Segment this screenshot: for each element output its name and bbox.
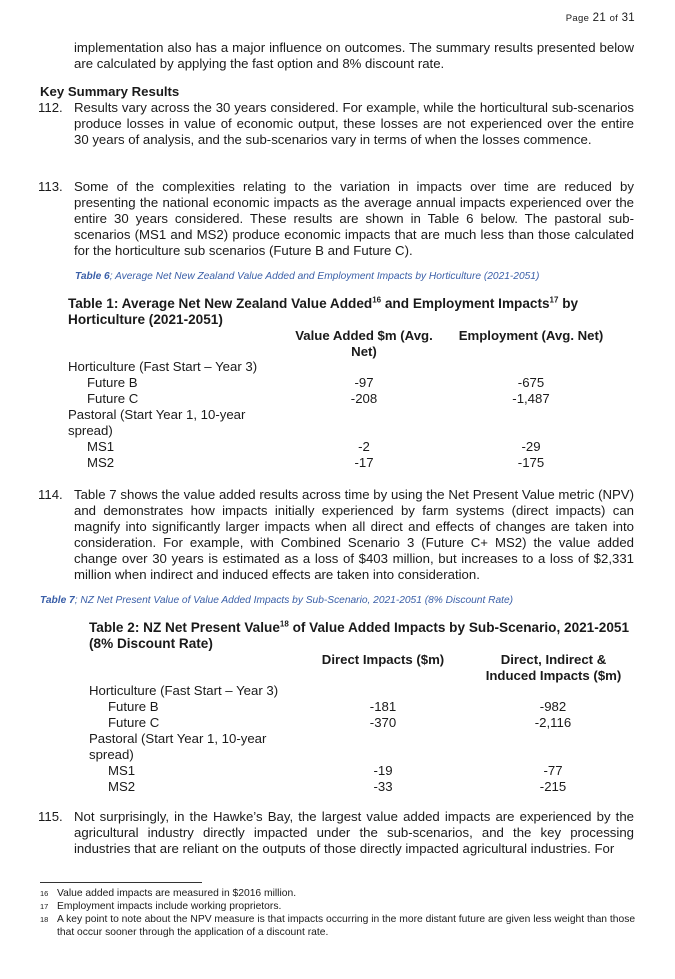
paragraph-number: 112. <box>38 100 63 115</box>
table-row-label: MS2 <box>87 455 115 470</box>
paragraph-text: Some of the complexities relating to the variation in impacts over time are reduced by presenting the national economic impacts as the average annual impacts experienced over the entire 30 years considered. These results are shown in Table 6 below. The pastoral sub-scenarios (MS1 and MS2) produce economic impacts that are much less than those calculated for the horticulture sub scenarios (Future B and Future C). <box>74 179 634 258</box>
paragraph-112 <box>38 100 634 148</box>
table-row-label: Future C <box>87 391 139 406</box>
table-6-caption: Table 6; Average Net New Zealand Value Added and Employment Impacts by Horticulture (2021-2051) <box>75 271 540 282</box>
table-cell: -175 <box>517 455 545 470</box>
table-row-label: MS1 <box>87 439 115 454</box>
table-7-caption: Table 7; NZ Net Present Value of Value Added Impacts by Sub-Scenario, 2021-2051 (8% Discount Rate) <box>40 595 514 606</box>
table-row-label: Future C <box>108 715 160 730</box>
table-2-title: Table 2: NZ Net Present Value$^{18}$ of Value Added Impacts by Sub-Scenario, 2021-2051 (8% Discount Rate) <box>89 619 630 651</box>
table-row-label: Future B <box>87 375 138 390</box>
paragraph-text: Results vary across the 30 years considered. For example, while the horticultural sub-scenarios produce losses in value of economic output, these losses are not experienced over the entire 30 years of analysis, and the sub-scenarios vary in terms of when the losses commence. <box>74 100 634 147</box>
footnote-divider <box>40 882 202 883</box>
table-cell: -33 <box>373 779 393 794</box>
table-cell: -97 <box>354 375 374 390</box>
table-cell: -982 <box>539 699 567 714</box>
table-cell: -181 <box>369 699 397 714</box>
table-2-group-pastoral: Pastoral (Start Year 1, 10-year spread) <box>89 731 267 762</box>
table-1-group-horticulture: Horticulture (Fast Start – Year 3) <box>68 359 258 374</box>
section-heading: Key Summary Results <box>40 84 180 99</box>
table-1-col-value-added: Value Added $m (Avg. Net) <box>295 328 433 359</box>
table-cell: -370 <box>369 715 397 730</box>
table-cell: -215 <box>539 779 567 794</box>
paragraph-text: Table 7 shows the value added results across time by using the Net Present Value metric (NPV) and demonstrates how impacts initially experienced by farm systems (direct impacts) can magnify into significantly larger impacts when all direct and effects of changes are taken into consideration. For example, with Combined Scenario 3 (Future C+ MS2) the value added change over 30 years is estimated as a loss of $403 million, but increases to a loss of $2,331 million when indirect and induced effects are taken into consideration. <box>74 487 634 582</box>
table-cell: -77 <box>543 763 563 778</box>
table-cell: -2 <box>358 439 370 454</box>
paragraph-number: 114. <box>38 487 63 502</box>
table-row-label: MS1 <box>108 763 136 778</box>
intro-paragraph: implementation also has a major influence on outcomes. The summary results presented below are calculated by applying the fast option and 8% discount rate. <box>74 40 634 71</box>
paragraph-113 <box>38 179 634 259</box>
table-cell: -2,116 <box>534 715 572 730</box>
table-1-col-employment: Employment (Avg. Net) <box>458 328 604 343</box>
table-1-group-pastoral: Pastoral (Start Year 1, 10-year spread) <box>68 407 246 438</box>
table-cell: -17 <box>354 455 374 470</box>
paragraph-text: Not surprisingly, in the Hawke’s Bay, the largest value added impacts are experienced by the agricultural industry directly impacted under the sub-scenarios, and the key processing industries that are reliant on the outputs of those directly impacted agricultural industries. For <box>74 809 634 856</box>
table-2-col-total: Direct, Indirect & Induced Impacts ($m) <box>485 652 622 683</box>
paragraph-114 <box>38 487 634 583</box>
page-number: Page 21 of 31 <box>565 12 635 24</box>
footnote-18: 18 A key point to note about the NPV measure is that impacts occurring in the more distant future are given less weight than those that occur sooner through the application of a discount rate. <box>40 914 636 938</box>
footnote-17: 17 Employment impacts include working proprietors. <box>40 901 282 912</box>
table-2-col-direct: Direct Impacts ($m) <box>321 652 445 667</box>
paragraph-number: 113. <box>38 179 63 194</box>
table-row-label: MS2 <box>108 779 136 794</box>
table-cell: -1,487 <box>512 391 550 406</box>
table-cell: -29 <box>521 439 541 454</box>
table-cell: -19 <box>373 763 393 778</box>
table-row-label: Future B <box>108 699 159 714</box>
table-cell: -675 <box>517 375 545 390</box>
footnote-16: 16 Value added impacts are measured in $2016 million. <box>40 888 297 899</box>
paragraph-number: 115. <box>38 809 63 824</box>
table-1-title: Table 1: Average Net New Zealand Value Added$^{16}$ and Employment Impacts$^{17}$ by Horticulture (2021-2051) <box>68 295 579 327</box>
table-cell: -208 <box>350 391 378 406</box>
table-2-group-horticulture: Horticulture (Fast Start – Year 3) <box>89 683 279 698</box>
paragraph-115 <box>38 809 634 857</box>
